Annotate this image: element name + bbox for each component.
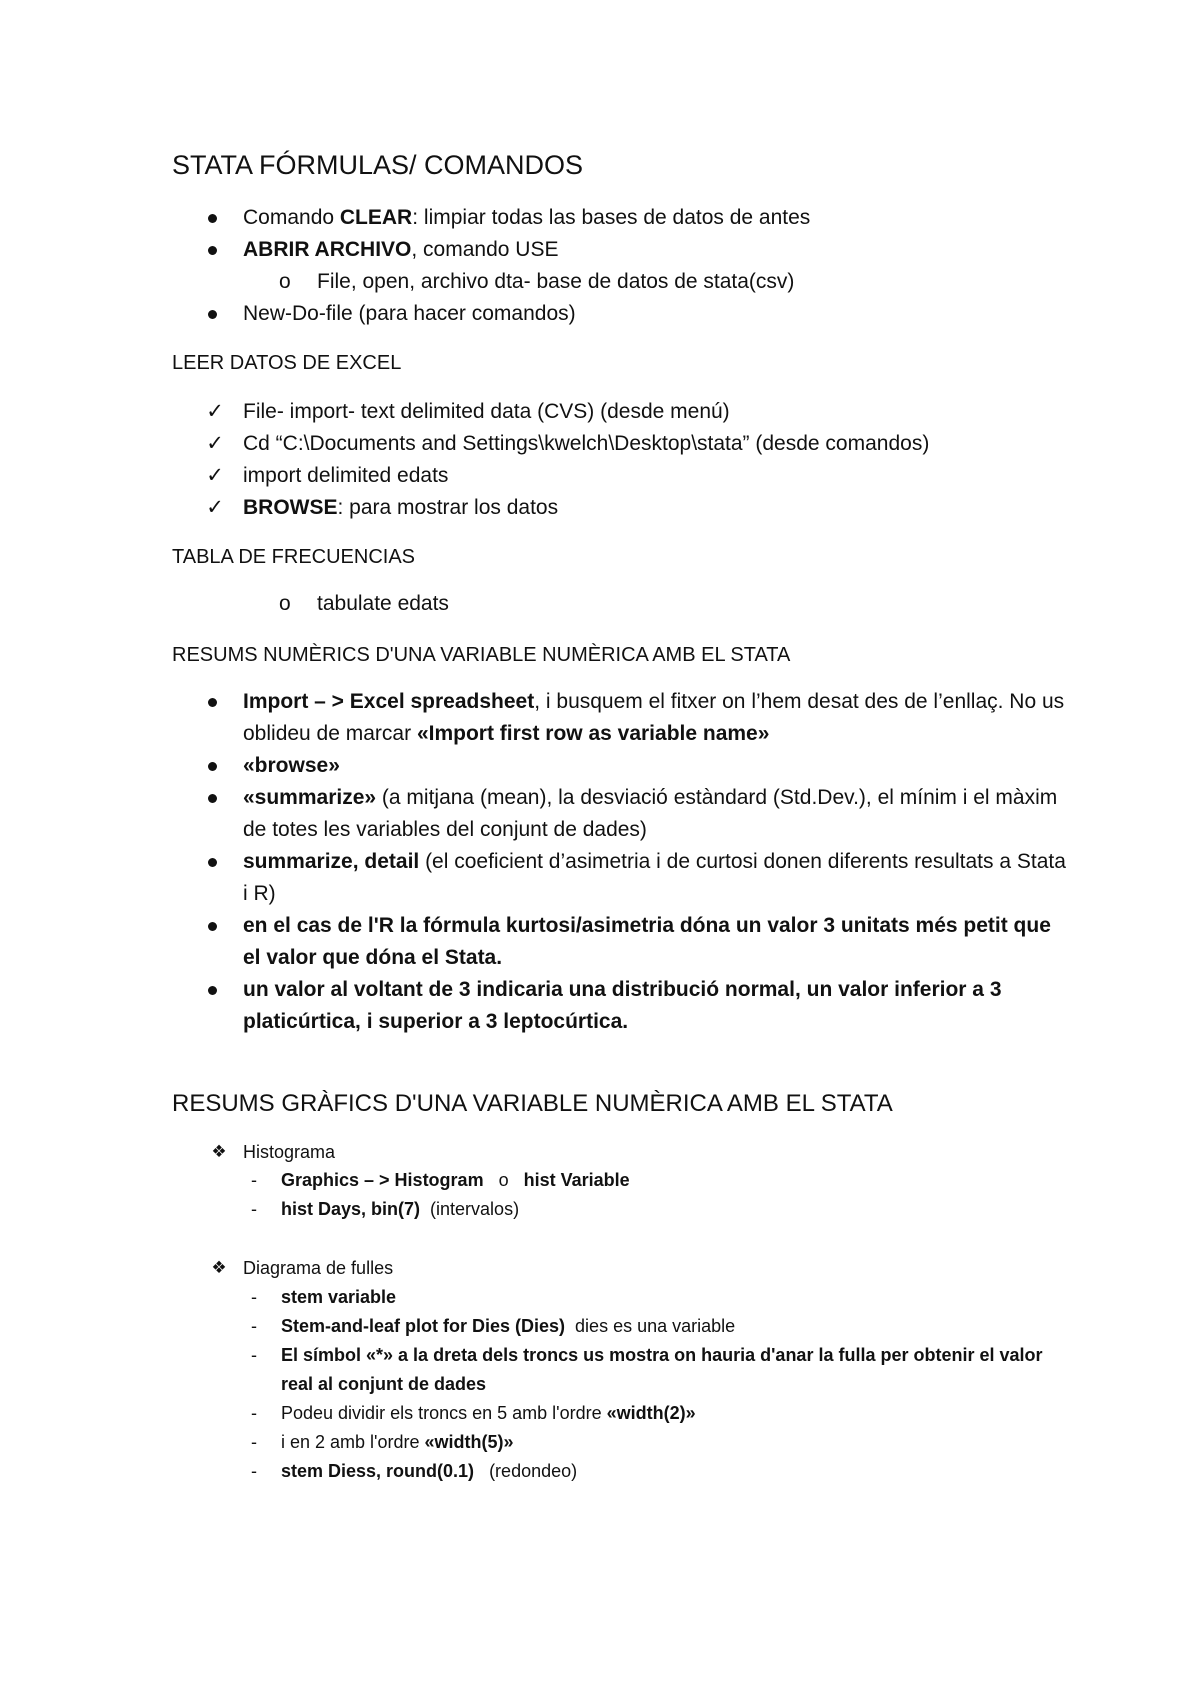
dash-list-item: - hist Days, bin(7) (intervalos) (281, 1195, 519, 1224)
list-item: Import – > Excel spreadsheet, i busquem el fitxer on l’hem desat des de l’enllaç. No us oblideu de marcar «Import first row as variable name» (243, 686, 1073, 750)
dash-bullet: - (251, 1170, 257, 1190)
list-item: Comando CLEAR: limpiar todas las bases de datos de antes (243, 202, 810, 234)
list-item-diagrama: ❖ Diagrama de fulles (243, 1254, 393, 1282)
page-title: STATA FÓRMULAS/ COMANDOS (172, 150, 584, 180)
dash-list-item: - stem variable (281, 1283, 396, 1312)
dash-list-item: - El símbol «*» a la dreta dels troncs us mostra on hauria d'anar la fulla per obtenir el valor real al conjunt de dades (281, 1341, 1061, 1399)
list-item: «summarize» (a mitjana (mean), la desviació estàndard (Std.Dev.), el mínim i el màxim de totes les variables del conjunt de dades) (243, 782, 1073, 846)
list-item: New-Do-file (para hacer comandos) (243, 298, 576, 330)
bullet-icon (208, 858, 217, 867)
diamond-bullet-icon: ❖ (211, 1258, 227, 1277)
checklist-item: ✓ File- import- text delimited data (CVS) (desde menú) (243, 396, 730, 428)
circle-bullet-icon: o (279, 592, 291, 615)
bullet-icon (208, 794, 217, 803)
bullet-icon (208, 698, 217, 707)
bullet-icon (208, 246, 217, 255)
sub-list-item: o tabulate edats (317, 588, 449, 620)
section-heading-resums-numerics: RESUMS NUMÈRICS D'UNA VARIABLE NUMÈRICA AMB EL STATA (172, 644, 791, 666)
bullet-icon (208, 986, 217, 995)
list-item: ABRIR ARCHIVO, comando USE (243, 234, 558, 266)
checklist-item: ✓ Cd “C:\Documents and Settings\kwelch\Desktop\stata” (desde comandos) (243, 428, 929, 460)
diamond-bullet-icon: ❖ (211, 1142, 227, 1161)
sub-list-item: o File, open, archivo dta- base de datos de stata(csv) (317, 266, 794, 298)
dash-list-item: - Podeu dividir els troncs en 5 amb l'ordre «width(2)» (281, 1399, 696, 1428)
checkmark-icon: ✓ (206, 432, 224, 455)
dash-bullet: - (251, 1432, 257, 1452)
list-item: «browse» (243, 750, 340, 782)
dash-list-item: - Stem-and-leaf plot for Dies (Dies) dies es una variable (281, 1312, 735, 1341)
list-item: en el cas de l'R la fórmula kurtosi/asimetria dóna un valor 3 unitats més petit que el valor que dóna el Stata. (243, 910, 1073, 974)
checklist-item: ✓ import delimited edats (243, 460, 448, 492)
dash-bullet: - (251, 1199, 257, 1219)
list-item: summarize, detail (el coeficient d’asimetria i de curtosi donen diferents resultats a Stata i R) (243, 846, 1073, 910)
checklist-item: ✓ BROWSE: para mostrar los datos (243, 492, 558, 524)
list-item-histograma: ❖ Histograma (243, 1138, 335, 1166)
bullet-icon (208, 214, 217, 223)
dash-list-item: - Graphics – > Histogram o hist Variable (281, 1166, 630, 1195)
dash-list-item: - stem Diess, round(0.1) (redondeo) (281, 1457, 577, 1486)
dash-bullet: - (251, 1461, 257, 1481)
checkmark-icon: ✓ (206, 464, 224, 487)
checkmark-icon: ✓ (206, 496, 224, 519)
section-heading-leer-datos: LEER DATOS DE EXCEL (172, 352, 402, 374)
list-item: un valor al voltant de 3 indicaria una distribució normal, un valor inferior a 3 platicúrtica, i superior a 3 leptocúrtica. (243, 974, 1073, 1038)
section-heading-tabla: TABLA DE FRECUENCIAS (172, 546, 416, 568)
dash-bullet: - (251, 1287, 257, 1307)
dash-bullet: - (251, 1316, 257, 1336)
section-heading-resums-grafics: RESUMS GRÀFICS D'UNA VARIABLE NUMÈRICA AMB EL STATA (172, 1090, 893, 1117)
dash-list-item: - i en 2 amb l'ordre «width(5)» (281, 1428, 514, 1457)
bullet-icon (208, 922, 217, 931)
bullet-icon (208, 762, 217, 771)
dash-bullet: - (251, 1345, 257, 1365)
bullet-icon (208, 310, 217, 319)
checkmark-icon: ✓ (206, 400, 224, 423)
dash-bullet: - (251, 1403, 257, 1423)
circle-bullet-icon: o (279, 270, 291, 293)
